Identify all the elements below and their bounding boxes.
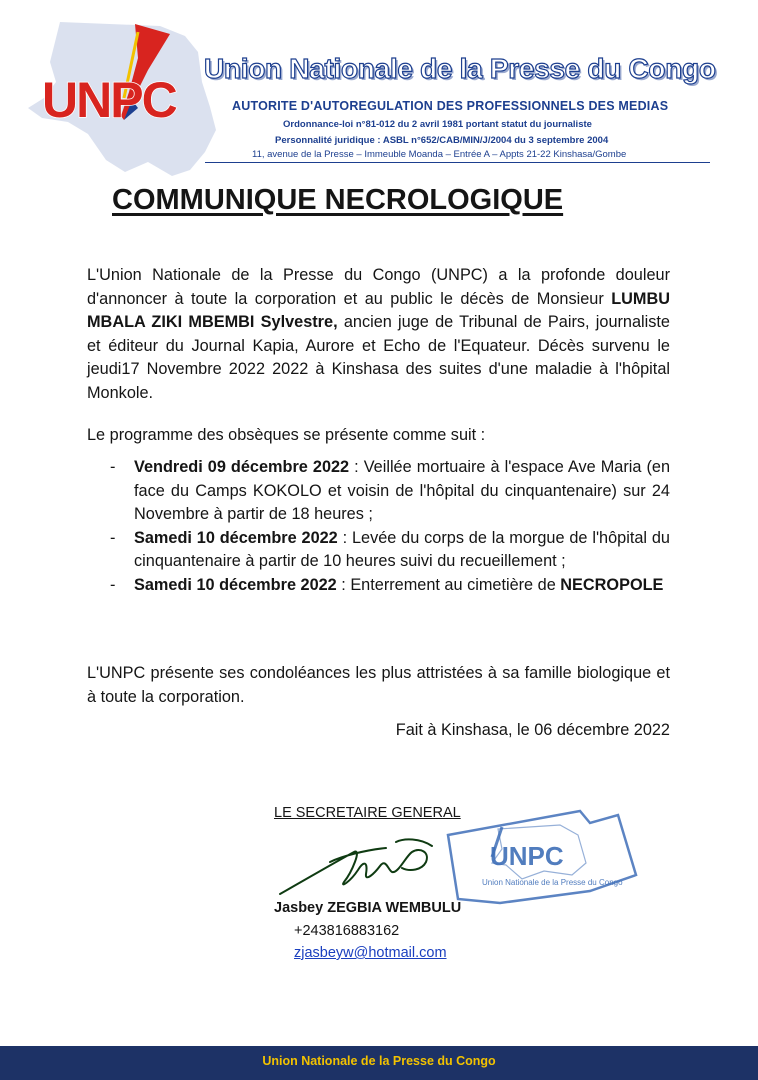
signatory-title: LE SECRETAIRE GENERAL bbox=[274, 805, 461, 821]
legal-registration-line: Personnalité juridique : ASBL n°652/CAB/MIN/J/2004 du 3 septembre 2004 bbox=[275, 135, 609, 146]
intro-text-start: L'Union Nationale de la Presse du Congo (UNPC) a la profonde douleur d'annoncer à toute la corporation et au public le décès de Monsieur bbox=[87, 266, 670, 308]
footer-text: Union Nationale de la Presse du Congo bbox=[262, 1054, 496, 1068]
program-item bbox=[110, 574, 670, 598]
program-item-date: Vendredi 09 décembre 2022 bbox=[134, 458, 350, 476]
stamp-text: UNPC bbox=[490, 841, 564, 871]
organization-subtitle: AUTORITE D'AUTOREGULATION DES PROFESSIONNELS DES MEDIAS bbox=[232, 99, 669, 113]
place-and-date: Fait à Kinshasa, le 06 décembre 2022 bbox=[395, 721, 670, 739]
program-intro: Le programme des obsèques se présente comme suit : bbox=[87, 426, 486, 444]
unpc-logo bbox=[20, 12, 220, 182]
logo-text: UNPC bbox=[42, 72, 176, 128]
intro-text-end: ancien juge de Tribunal de Pairs, journaliste et éditeur du Journal Kapia, Aurore et Echo de l'Equateur. Décès survenu le jeudi17 Novembre 2022 2022 à Kinshasa des suites d'une maladie à l'hôpital Monkole. bbox=[87, 313, 670, 402]
legal-reference-line: Ordonnance-loi n°81-012 du 2 avril 1981 portant statut du journaliste bbox=[283, 119, 592, 130]
program-item bbox=[110, 456, 670, 527]
footer-bar bbox=[0, 1046, 758, 1080]
condolences-paragraph: L'UNPC présente ses condoléances les plus attristées à sa famille biologique et à toute la corporation. bbox=[87, 664, 670, 706]
signatory-name: Jasbey ZEGBIA WEMBULU bbox=[274, 900, 462, 916]
organization-name: Union Nationale de la Presse du Congo bbox=[204, 53, 716, 84]
program-item-date: Samedi 10 décembre 2022 bbox=[134, 575, 337, 594]
signatory-email-link[interactable]: zjasbeyw@hotmail.com bbox=[294, 945, 447, 961]
header-divider bbox=[205, 162, 710, 163]
program-item-text: : Levée du corps de la morgue de l'hôpital du cinquantenaire à partir de 10 heures suivi du recueillement ; bbox=[134, 528, 670, 570]
official-stamp bbox=[440, 805, 640, 907]
stamp-subtext: Union Nationale de la Presse du Congo bbox=[482, 878, 623, 887]
program-item-text: : Veillée mortuaire à l'espace Ave Maria (en face du Camps KOKOLO et voisin de l'hôpital du cinquantenaire) sur 24 Novembre à partir de 18 heures ; bbox=[134, 458, 670, 523]
program-item bbox=[110, 527, 670, 574]
deceased-name: LUMBU MBALA ZIKI MBEMBI Sylvestre, bbox=[87, 289, 670, 331]
program-item-place: NECROPOLE bbox=[560, 575, 664, 594]
address-line: 11, avenue de la Presse – Immeuble Moanda – Entrée A – Appts 21-22 Kinshasa/Gombe bbox=[252, 149, 627, 160]
program-item-date: Samedi 10 décembre 2022 bbox=[134, 528, 338, 547]
program-list bbox=[110, 456, 670, 597]
document-title: COMMUNIQUE NECROLOGIQUE bbox=[112, 184, 564, 216]
signatory-phone: +243816883162 bbox=[294, 923, 400, 939]
program-item-text: : Enterrement au cimetière de bbox=[336, 575, 561, 594]
intro-paragraph bbox=[87, 264, 670, 405]
